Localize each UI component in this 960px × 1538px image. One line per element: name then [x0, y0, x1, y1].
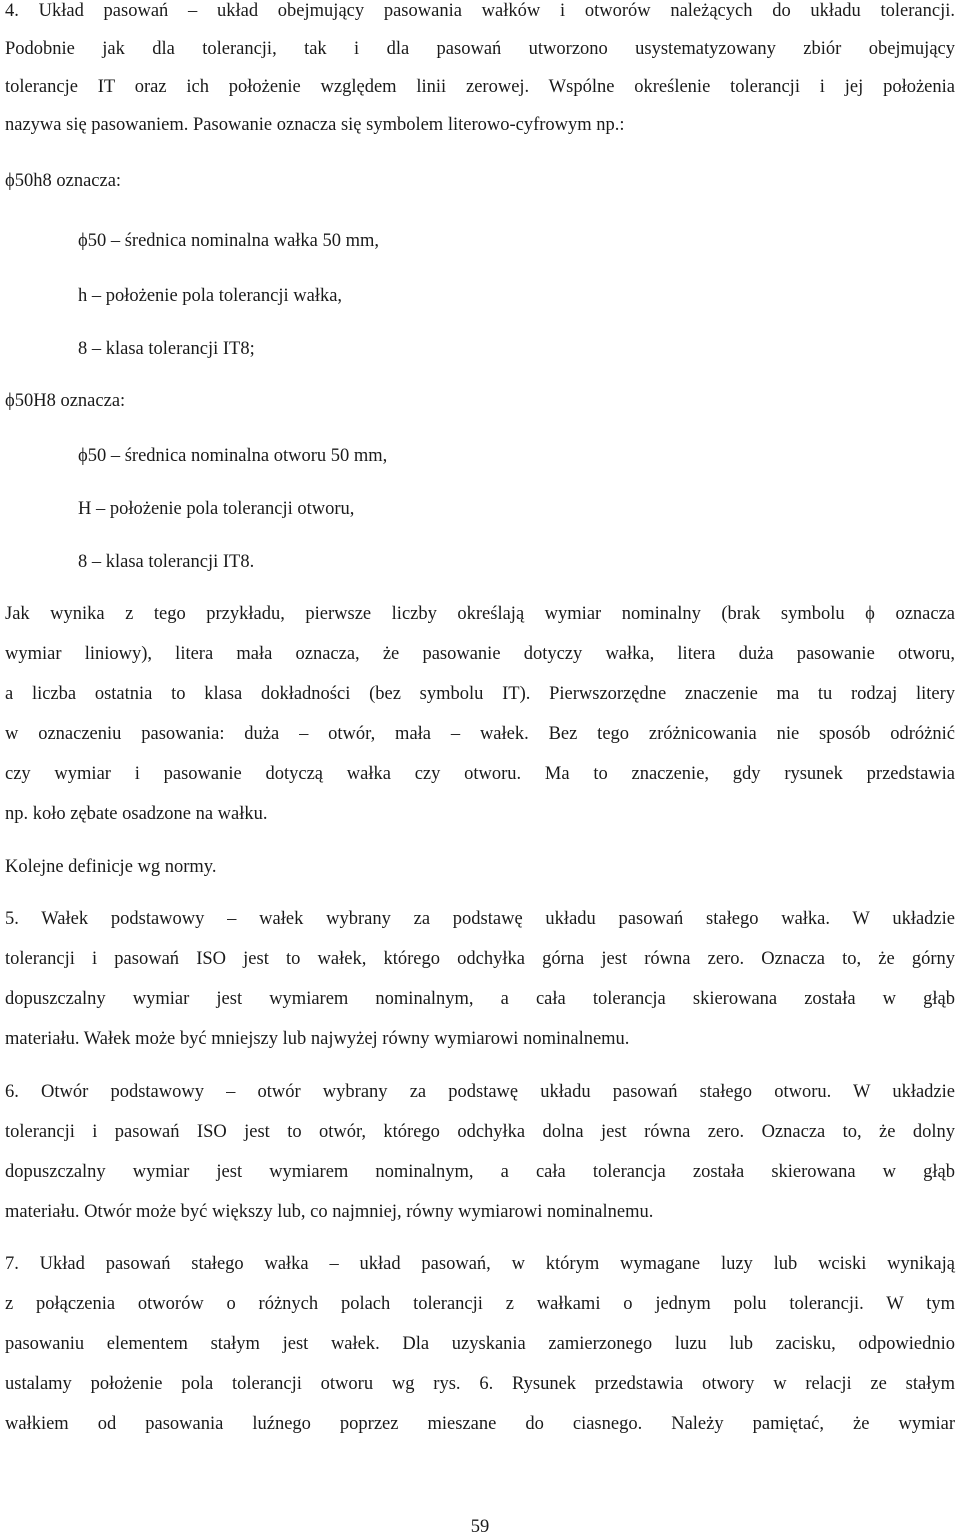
- example-heading: ϕ50H8 oznacza:: [5, 391, 126, 411]
- text-line: a liczba ostatnia to klasa dokładności (bez symbolu IT). Pierwszorzędne znaczenie ma tu rodzaj litery: [5, 684, 955, 704]
- text-line: 5. Wałek podstawowy – wałek wybrany za podstawę układu pasowań stałego wałka. W układzie: [5, 909, 955, 929]
- example-heading: ϕ50h8 oznacza:: [5, 171, 122, 191]
- text-line: 7. Układ pasowań stałego wałka – układ pasowań, w którym wymagane luzy lub wciski wynikają: [5, 1254, 955, 1274]
- text-line: z połączenia otworów o różnych polach tolerancji z wałkami o jednym polu tolerancji. W tym: [5, 1294, 955, 1314]
- text-line: ustalamy położenie pola tolerancji otworu wg rys. 6. Rysunek przedstawia otwory w relacji ze stałym: [5, 1374, 955, 1394]
- text-line: wałkiem od pasowania luźnego poprzez mieszane do ciasnego. Należy pamiętać, że wymiar: [5, 1414, 955, 1434]
- text-line: Podobnie jak dla tolerancji, tak i dla pasowań utworzono usystematyzowany zbiór obejmujący: [5, 39, 955, 59]
- text-line: Kolejne definicje wg normy.: [5, 857, 217, 877]
- text-line: 4. Układ pasowań – układ obejmujący pasowania wałków i otworów należących do układu tolerancji.: [5, 1, 955, 21]
- text-line: np. koło zębate osadzone na wałku.: [5, 804, 268, 824]
- example-item: H – położenie pola tolerancji otworu,: [78, 499, 355, 519]
- text-line: w oznaczeniu pasowania: duża – otwór, mała – wałek. Bez tego zróżnicowania nie sposób odróżnić: [5, 724, 955, 744]
- example-item: h – położenie pola tolerancji wałka,: [78, 286, 343, 306]
- text-line: dopuszczalny wymiar jest wymiarem nominalnym, a cała tolerancja została skierowana w głąb: [5, 1162, 955, 1182]
- text-line: dopuszczalny wymiar jest wymiarem nominalnym, a cała tolerancja skierowana została w głąb: [5, 989, 955, 1009]
- text-line: tolerancje IT oraz ich położenie względem linii zerowej. Wspólne określenie tolerancji i jej położenia: [5, 77, 955, 97]
- text-line: tolerancji i pasowań ISO jest to otwór, którego odchyłka dolna jest równa zero. Oznacza to, że dolny: [5, 1122, 955, 1142]
- example-item: 8 – klasa tolerancji IT8;: [78, 339, 255, 359]
- text-line: materiału. Wałek może być mniejszy lub najwyżej równy wymiarowi nominalnemu.: [5, 1029, 630, 1049]
- example-item: ϕ50 – średnica nominalna otworu 50 mm,: [78, 446, 388, 466]
- example-item: 8 – klasa tolerancji IT8.: [78, 552, 255, 572]
- text-line: Jak wynika z tego przykładu, pierwsze liczby określają wymiar nominalny (brak symbolu ϕ oznacza: [5, 604, 955, 624]
- page-number: 59: [470, 1517, 490, 1537]
- text-line: wymiar liniowy), litera mała oznacza, że pasowanie dotyczy wałka, litera duża pasowanie otworu,: [5, 644, 955, 664]
- text-line: nazywa się pasowaniem. Pasowanie oznacza się symbolem literowo-cyfrowym np.:: [5, 115, 625, 135]
- text-line: czy wymiar i pasowanie dotyczą wałka czy otworu. Ma to znaczenie, gdy rysunek przedstawia: [5, 764, 955, 784]
- example-item: ϕ50 – średnica nominalna wałka 50 mm,: [78, 231, 380, 251]
- text-line: pasowaniu elementem stałym jest wałek. Dla uzyskania zamierzonego luzu lub zacisku, odpowiednio: [5, 1334, 955, 1354]
- text-line: materiału. Otwór może być większy lub, co najmniej, równy wymiarowi nominalnemu.: [5, 1202, 654, 1222]
- text-line: tolerancji i pasowań ISO jest to wałek, którego odchyłka górna jest równa zero. Oznacza to, że górny: [5, 949, 955, 969]
- text-line: 6. Otwór podstawowy – otwór wybrany za podstawę układu pasowań stałego otworu. W układzie: [5, 1082, 955, 1102]
